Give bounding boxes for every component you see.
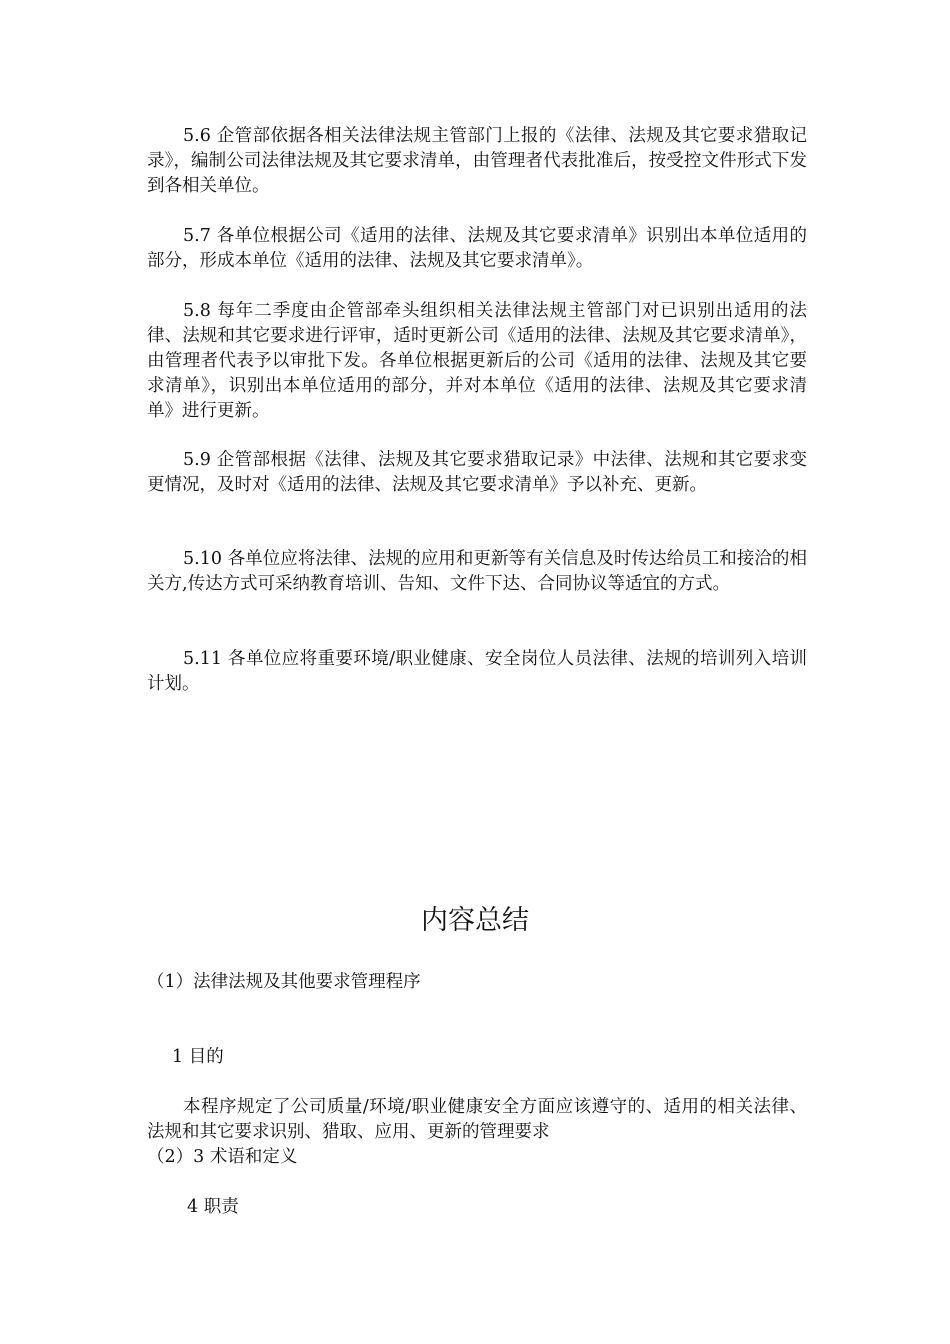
paragraph-5-9: 5.9 企管部根据《法律、法规及其它要求猎取记录》中法律、法规和其它要求变更情况，及时对《适用的法律、法规及其它要求清单》予以补充、更新。 xyxy=(147,450,807,495)
summary-item-2: （2）3 术语和定义 xyxy=(147,1147,298,1167)
purpose-heading: 1 目的 xyxy=(172,1047,224,1067)
summary-title: 内容总结 xyxy=(421,905,529,936)
duties-heading: 4 职责 xyxy=(187,1197,239,1217)
paragraph-5-7: 5.7 各单位根据公司《适用的法律、法规及其它要求清单》识别出本单位适用的部分，形成本单位《适用的法律、法规及其它要求清单》。 xyxy=(147,226,807,271)
paragraph-5-11: 5.11 各单位应将重要环境/职业健康、安全岗位人员法律、法规的培训列入培训计划。 xyxy=(147,649,807,694)
paragraph-5-8: 5.8 每年二季度由企管部牵头组织相关法律法规主管部门对已识别出适用的法律、法规和其它要求进行评审，适时更新公司《适用的法律、法规及其它要求清单》，由管理者代表予以审批下发。各单位根据更新后的公司《适用的法律、法规及其它要求清单》，识别出本单位适用的部分，并对本单位《适用的法律、法规及其它要求清单》进行更新。 xyxy=(147,301,807,421)
purpose-text: 本程序规定了公司质量/环境/职业健康安全方面应该遵守的、适用的相关法律、法规和其它要求识别、猎取、应用、更新的管理要求 xyxy=(147,1097,807,1142)
paragraph-5-10: 5.10 各单位应将法律、法规的应用和更新等有关信息及时传达给员工和接洽的相关方,传达方式可采纳教育培训、告知、文件下达、合同协议等适宜的方式。 xyxy=(147,549,807,594)
summary-item-1: （1）法律法规及其他要求管理程序 xyxy=(147,972,421,992)
paragraph-5-6: 5.6 企管部依据各相关法律法规主管部门上报的《法律、法规及其它要求猎取记录》，编制公司法律法规及其它要求清单，由管理者代表批准后，按受控文件形式下发到各相关单位。 xyxy=(147,126,807,196)
